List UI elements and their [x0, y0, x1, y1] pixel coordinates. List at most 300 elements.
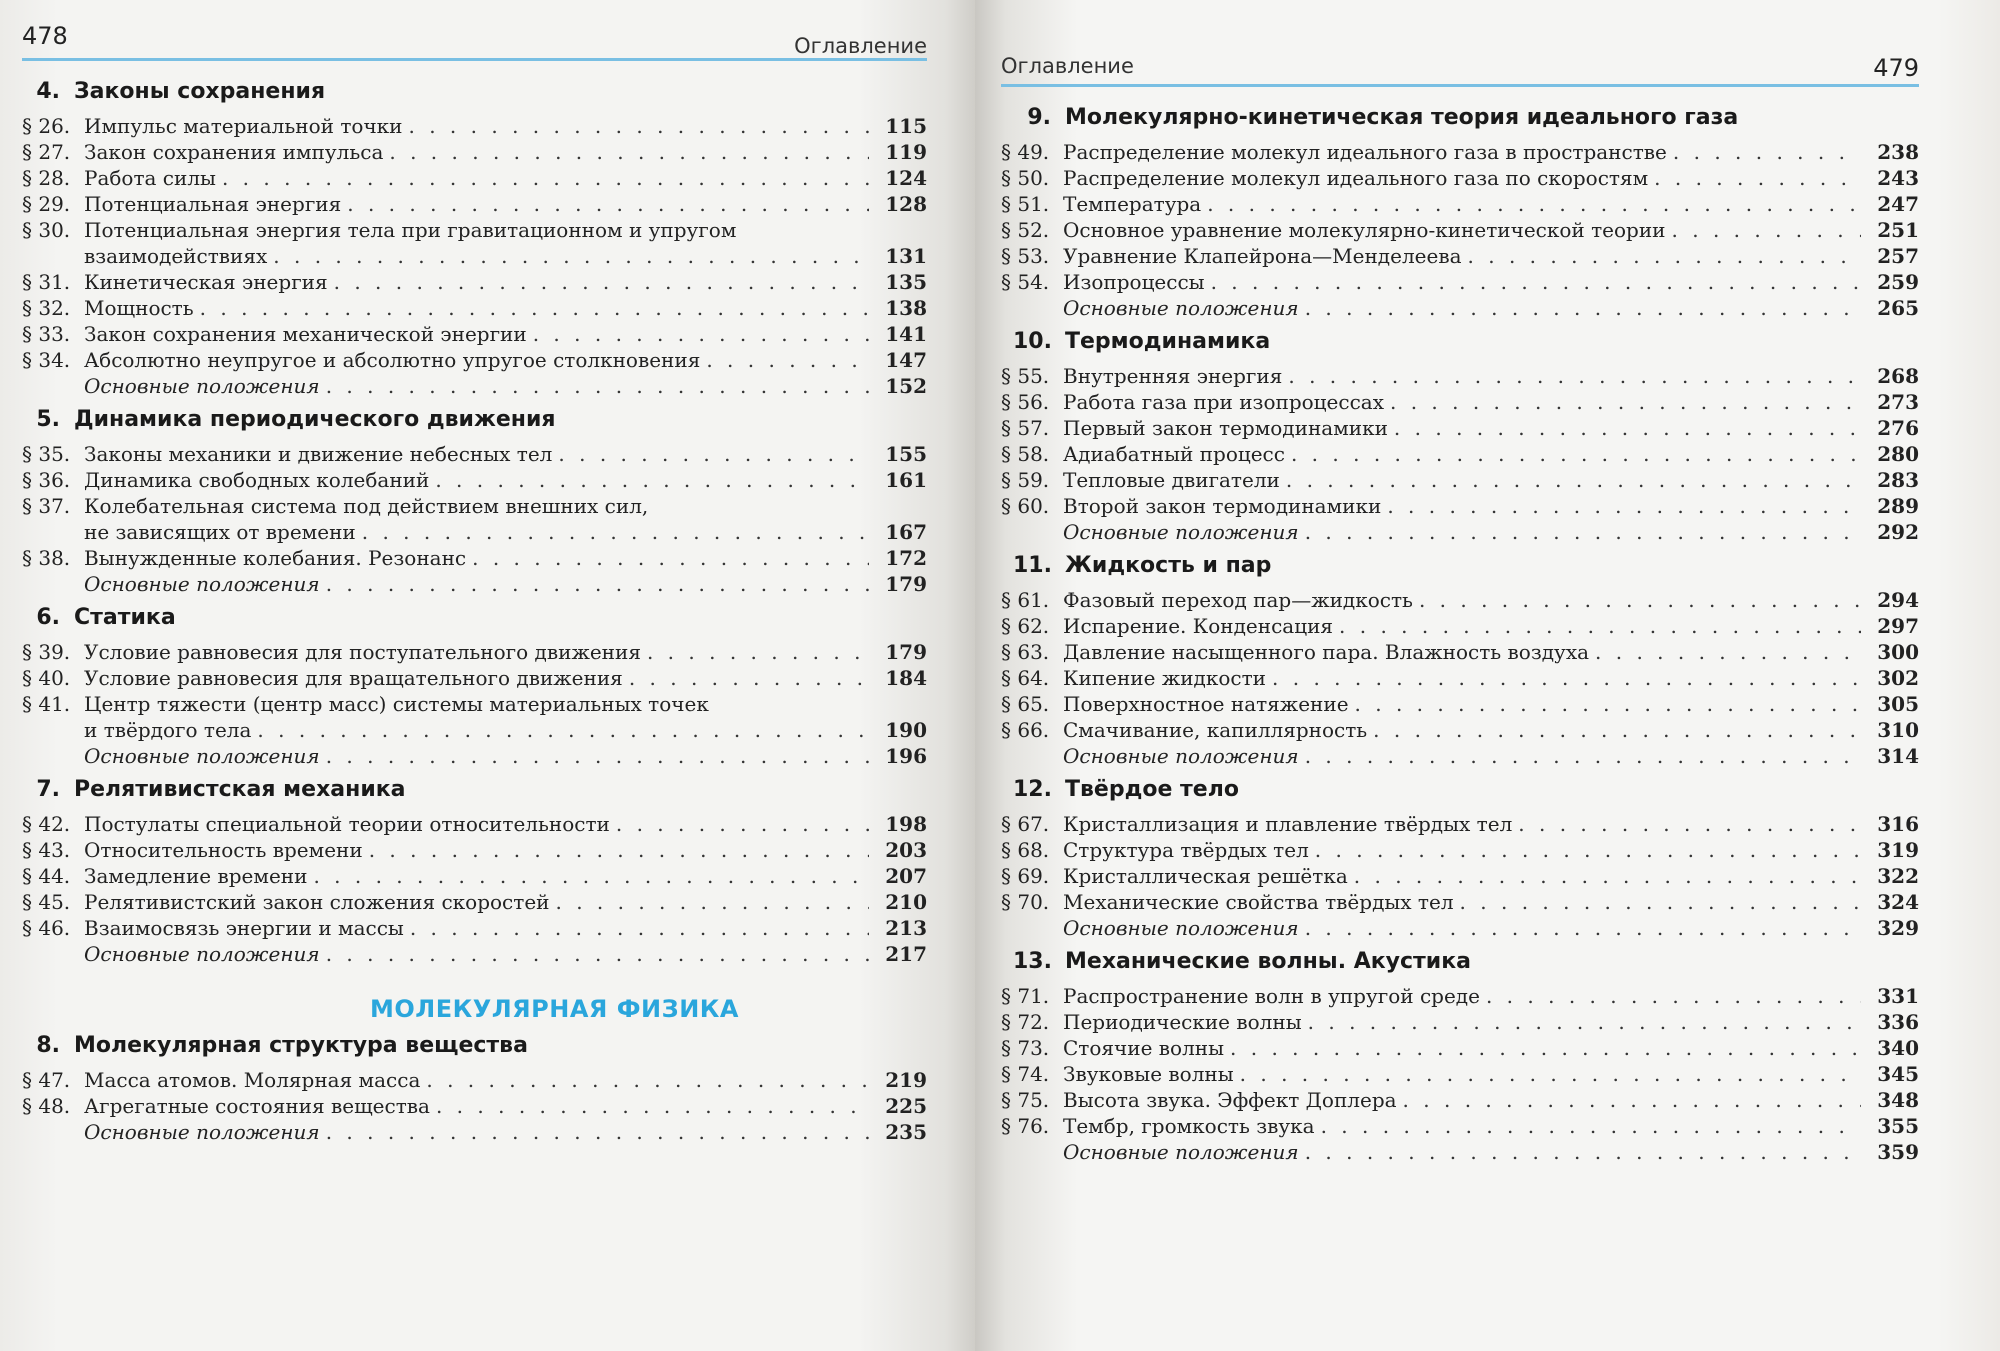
chapter-heading	[22, 1033, 927, 1059]
entry-title-wrap	[84, 571, 875, 597]
indent	[22, 717, 84, 743]
dot-leader	[273, 243, 869, 269]
dot-leader	[436, 1093, 869, 1119]
entry-page-number: 147	[885, 348, 927, 372]
dot-leader	[1460, 889, 1861, 915]
entry-title: Основные положения	[1063, 296, 1299, 320]
dot-leader	[1394, 415, 1861, 441]
entry-page-number: 238	[1877, 140, 1919, 164]
entry-title: Испарение. Конденсация	[1063, 614, 1334, 638]
left-page-number: 478	[22, 22, 68, 50]
entry-title-wrap	[84, 639, 875, 665]
entry-title-wrap	[84, 811, 875, 837]
entry-line-1	[22, 691, 927, 717]
toc-entry	[22, 665, 927, 691]
entry-title: Мощность	[84, 296, 194, 320]
entry-title: Постулаты специальной теории относительности	[84, 812, 610, 836]
entry-title-wrap	[84, 191, 875, 217]
right-running-head: Оглавление	[1001, 54, 1134, 78]
toc-entry	[1001, 587, 1919, 613]
dot-leader	[1305, 519, 1861, 545]
chapter-heading	[22, 407, 927, 433]
entry-title: Поверхностное натяжение	[1063, 692, 1349, 716]
chapter-heading	[22, 777, 927, 803]
entry-title: Условие равновесия для вращательного движения	[84, 666, 623, 690]
entry-page-number: 297	[1877, 614, 1919, 638]
section-number: § 66.	[1001, 718, 1050, 742]
entry-title-wrap	[1063, 165, 1867, 191]
entry-page-number: 225	[885, 1094, 927, 1118]
entry-title-wrap	[1063, 1009, 1867, 1035]
chapter-number: 11.	[1013, 553, 1052, 578]
dot-leader	[1305, 915, 1861, 941]
entry-title: Кристаллическая решётка	[1063, 864, 1348, 888]
entry-title-wrap	[1063, 243, 1867, 269]
entry-title: Давление насыщенного пара. Влажность воздуха	[1063, 640, 1590, 664]
entry-title: Основные положения	[84, 572, 320, 596]
toc-entry	[22, 467, 927, 493]
toc-entry	[22, 139, 927, 165]
toc-entry	[22, 113, 927, 139]
chapter-title: Статика	[74, 605, 176, 630]
entry-title-wrap	[84, 347, 875, 373]
entry-title: Основные положения	[1063, 916, 1299, 940]
chapter-number: 4.	[36, 79, 60, 104]
section-number: § 48.	[22, 1094, 71, 1118]
entry-title: Распределение молекул идеального газа в пространстве	[1063, 140, 1667, 164]
entry-title: Второй закон термодинамики	[1063, 494, 1382, 518]
entry-page-number: 324	[1877, 890, 1919, 914]
entry-title: Работа газа при изопроцессах	[1063, 390, 1384, 414]
entry-title: Кристаллизация и плавление твёрдых тел	[1063, 812, 1513, 836]
section-number: § 65.	[1001, 692, 1050, 716]
dot-leader	[1518, 811, 1861, 837]
dot-leader	[647, 639, 869, 665]
entry-page-number: 314	[1877, 744, 1919, 768]
dot-leader	[1654, 165, 1861, 191]
section-number: § 31.	[22, 270, 71, 294]
toc-entry	[22, 545, 927, 571]
entry-page-number: 348	[1877, 1088, 1919, 1112]
section-number: § 36.	[22, 468, 71, 492]
entry-title: Смачивание, капиллярность	[1063, 718, 1368, 742]
dot-leader	[426, 1067, 869, 1093]
entry-page-number: 203	[885, 838, 927, 862]
dot-leader	[334, 269, 869, 295]
entry-title-wrap	[1063, 717, 1867, 743]
entry-line-2	[22, 519, 927, 545]
entry-title-wrap	[1063, 837, 1867, 863]
entry-page-number: 359	[1877, 1140, 1919, 1164]
dot-leader	[1286, 467, 1861, 493]
entry-page-number: 331	[1877, 984, 1919, 1008]
entry-title-wrap	[84, 1067, 875, 1093]
chapter-title: Законы сохранения	[74, 79, 326, 104]
entry-page-number: 355	[1877, 1114, 1919, 1138]
toc-entry	[22, 321, 927, 347]
chapter-title: Релятивистская механика	[74, 777, 406, 802]
section-number: § 57.	[1001, 416, 1050, 440]
entry-title-wrap	[1063, 467, 1867, 493]
section-number: § 73.	[1001, 1036, 1050, 1060]
toc-entry	[22, 347, 927, 373]
dot-leader	[326, 1119, 869, 1145]
dot-leader	[1321, 1113, 1861, 1139]
dot-leader	[1373, 717, 1861, 743]
chapter-title: Молекулярная структура вещества	[74, 1033, 528, 1058]
dot-leader	[1468, 243, 1861, 269]
chapter-heading	[1001, 949, 1919, 975]
dot-leader	[435, 467, 869, 493]
section-number: § 33.	[22, 322, 71, 346]
entry-title: Стоячие волны	[1063, 1036, 1225, 1060]
entry-title-wrap	[1063, 983, 1867, 1009]
entry-page-number: 305	[1877, 692, 1919, 716]
toc-entry	[1001, 1009, 1919, 1035]
right-page	[975, 0, 2000, 1351]
toc-entry	[1001, 1087, 1919, 1113]
section-number: § 37.	[22, 494, 71, 518]
toc-entry	[22, 1067, 927, 1093]
entry-title: Основные положения	[1063, 520, 1299, 544]
entry-title-wrap	[84, 113, 875, 139]
section-number: § 47.	[22, 1068, 71, 1092]
entry-page-number: 115	[885, 114, 927, 138]
entry-page-number: 280	[1877, 442, 1919, 466]
dot-leader	[555, 889, 869, 915]
entry-page-number: 265	[1877, 296, 1919, 320]
chapter-heading	[1001, 553, 1919, 579]
entry-page-number: 273	[1877, 390, 1919, 414]
section-number: § 64.	[1001, 666, 1050, 690]
dot-leader	[1355, 691, 1861, 717]
toc-entry	[1001, 863, 1919, 889]
toc-entry	[1001, 243, 1919, 269]
entry-title: Тепловые двигатели	[1063, 468, 1280, 492]
entry-title: Основные положения	[1063, 1140, 1299, 1164]
section-number: § 54.	[1001, 270, 1050, 294]
entry-page-number: 172	[885, 546, 927, 570]
section-number: § 71.	[1001, 984, 1050, 1008]
entry-title: Изопроцессы	[1063, 270, 1205, 294]
dot-leader	[409, 113, 870, 139]
entry-title: Уравнение Клапейрона—Менделеева	[1063, 244, 1462, 268]
indent	[22, 243, 84, 269]
section-number: § 46.	[22, 916, 71, 940]
entry-line-1	[22, 217, 927, 243]
entry-page-number: 259	[1877, 270, 1919, 294]
left-page	[0, 0, 975, 1351]
entry-title-wrap	[84, 269, 875, 295]
entry-title: Работа силы	[84, 166, 216, 190]
entry-title-line-1: Колебательная система под действием внешних сил,	[84, 494, 649, 518]
entry-page-number: 329	[1877, 916, 1919, 940]
summary-entry	[22, 571, 927, 597]
entry-title-wrap	[84, 441, 875, 467]
left-running-head: Оглавление	[794, 34, 927, 58]
toc-entry	[1001, 1061, 1919, 1087]
dot-leader	[1230, 1035, 1861, 1061]
entry-title-wrap	[84, 545, 875, 571]
section-number: § 68.	[1001, 838, 1050, 862]
entry-line-2	[22, 243, 927, 269]
entry-title-wrap	[1063, 587, 1867, 613]
dot-leader	[326, 571, 869, 597]
chapter-number: 8.	[36, 1033, 60, 1058]
entry-title: Высота звука. Эффект Доплера	[1063, 1088, 1397, 1112]
section-number: § 26.	[22, 114, 71, 138]
entry-page-number: 235	[885, 1120, 927, 1144]
entry-title: Абсолютно неупругое и абсолютно упругое столкновения	[84, 348, 701, 372]
chapter-number: 6.	[36, 605, 60, 630]
summary-entry	[1001, 1139, 1919, 1165]
entry-page-number: 322	[1877, 864, 1919, 888]
entry-title-wrap	[1063, 1035, 1867, 1061]
entry-title-wrap	[1063, 519, 1867, 545]
entry-page-number: 219	[885, 1068, 927, 1092]
entry-title: Температура	[1063, 192, 1202, 216]
chapter-title: Молекулярно-кинетическая теория идеального газа	[1065, 105, 1739, 130]
entry-title: Основные положения	[84, 942, 320, 966]
toc-entry	[1001, 811, 1919, 837]
entry-title-wrap	[84, 1093, 875, 1119]
entry-title: Потенциальная энергия	[84, 192, 342, 216]
left-toc	[22, 79, 927, 1145]
toc-entry	[1001, 691, 1919, 717]
dot-leader	[326, 373, 869, 399]
entry-page-number: 207	[885, 864, 927, 888]
toc-entry	[1001, 983, 1919, 1009]
section-number: § 39.	[22, 640, 71, 664]
dot-leader	[1272, 665, 1861, 691]
section-number: § 27.	[22, 140, 71, 164]
dot-leader	[1419, 587, 1861, 613]
entry-page-number: 138	[885, 296, 927, 320]
entry-page-number: 292	[1877, 520, 1919, 544]
dot-leader	[1291, 441, 1861, 467]
section-number: § 70.	[1001, 890, 1050, 914]
entry-title: Первый закон термодинамики	[1063, 416, 1388, 440]
toc-entry	[22, 217, 927, 269]
entry-title-wrap	[84, 243, 875, 269]
entry-title: Периодические волны	[1063, 1010, 1302, 1034]
dot-leader	[616, 811, 869, 837]
toc-entry	[1001, 467, 1919, 493]
entry-title: Замедление времени	[84, 864, 308, 888]
summary-entry	[22, 941, 927, 967]
entry-title-wrap	[1063, 863, 1867, 889]
dot-leader	[200, 295, 869, 321]
entry-page-number: 161	[885, 468, 927, 492]
entry-page-number: 340	[1877, 1036, 1919, 1060]
section-number: § 52.	[1001, 218, 1050, 242]
entry-page-number: 294	[1877, 588, 1919, 612]
entry-title: Структура твёрдых тел	[1063, 838, 1309, 862]
toc-entry	[1001, 415, 1919, 441]
toc-entry	[22, 639, 927, 665]
entry-title-wrap	[84, 321, 875, 347]
entry-page-number: 345	[1877, 1062, 1919, 1086]
entry-page-number: 184	[885, 666, 927, 690]
entry-page-number: 135	[885, 270, 927, 294]
entry-title-wrap	[84, 373, 875, 399]
dot-leader	[1354, 863, 1861, 889]
entry-title-wrap	[84, 1119, 875, 1145]
chapter-title: Термодинамика	[1065, 329, 1271, 354]
entry-title-wrap	[84, 165, 875, 191]
section-number: § 62.	[1001, 614, 1050, 638]
dot-leader	[1305, 1139, 1861, 1165]
dot-leader	[558, 441, 869, 467]
entry-page-number: 124	[885, 166, 927, 190]
entry-title: Закон сохранения механической энергии	[84, 322, 527, 346]
entry-page-number: 319	[1877, 838, 1919, 862]
toc-entry	[1001, 837, 1919, 863]
toc-entry	[1001, 139, 1919, 165]
entry-title-wrap	[84, 837, 875, 863]
entry-page-number: 243	[1877, 166, 1919, 190]
toc-entry	[22, 295, 927, 321]
entry-title-wrap	[84, 743, 875, 769]
section-number: § 55.	[1001, 364, 1050, 388]
section-number: § 69.	[1001, 864, 1050, 888]
section-number: § 58.	[1001, 442, 1050, 466]
section-number: § 42.	[22, 812, 71, 836]
entry-page-number: 257	[1877, 244, 1919, 268]
entry-page-number: 196	[885, 744, 927, 768]
indent	[22, 519, 84, 545]
summary-entry	[22, 1119, 927, 1145]
toc-entry	[1001, 717, 1919, 743]
toc-entry	[22, 441, 927, 467]
dot-leader	[326, 743, 869, 769]
entry-title: Кинетическая энергия	[84, 270, 328, 294]
entry-title-wrap	[1063, 743, 1867, 769]
entry-title: Релятивистский закон сложения скоростей	[84, 890, 550, 914]
toc-entry	[1001, 269, 1919, 295]
chapter-number: 7.	[36, 777, 60, 802]
section-number: § 74.	[1001, 1062, 1050, 1086]
dot-leader	[257, 717, 869, 743]
section-number: § 35.	[22, 442, 71, 466]
entry-title-wrap	[1063, 691, 1867, 717]
section-number: § 43.	[22, 838, 71, 862]
section-number: § 41.	[22, 692, 71, 716]
dot-leader	[362, 519, 869, 545]
entry-title-line-1: Центр тяжести (центр масс) системы материальных точек	[84, 692, 709, 716]
toc-entry	[22, 269, 927, 295]
toc-entry	[1001, 389, 1919, 415]
dot-leader	[1390, 389, 1861, 415]
entry-title-wrap	[1063, 665, 1867, 691]
entry-page-number: 276	[1877, 416, 1919, 440]
toc-entry	[22, 811, 927, 837]
toc-entry	[22, 191, 927, 217]
entry-title: Условие равновесия для поступательного движения	[84, 640, 641, 664]
dot-leader	[1673, 139, 1861, 165]
dot-leader	[347, 191, 869, 217]
right-toc	[1001, 105, 1919, 1165]
toc-entry	[22, 863, 927, 889]
entry-page-number: 167	[885, 520, 927, 544]
entry-title-line-1: Потенциальная энергия тела при гравитационном и упругом	[84, 218, 737, 242]
entry-title: Адиабатный процесс	[1063, 442, 1285, 466]
entry-title-wrap	[84, 467, 875, 493]
section-number: § 72.	[1001, 1010, 1050, 1034]
toc-entry	[1001, 613, 1919, 639]
entry-title-wrap	[84, 519, 875, 545]
entry-title-wrap	[1063, 493, 1867, 519]
entry-title-line-2: не зависящих от времени	[84, 520, 356, 544]
right-page-number: 479	[1873, 54, 1919, 82]
entry-title: Тембр, громкость звука	[1063, 1114, 1315, 1138]
entry-title-wrap	[84, 139, 875, 165]
entry-title: Закон сохранения импульса	[84, 140, 384, 164]
entry-page-number: 217	[885, 942, 927, 966]
entry-title-wrap	[1063, 295, 1867, 321]
toc-entry	[22, 915, 927, 941]
entry-title: Основные положения	[1063, 744, 1299, 768]
entry-title: Динамика свободных колебаний	[84, 468, 430, 492]
entry-page-number: 268	[1877, 364, 1919, 388]
chapter-title: Механические волны. Акустика	[1065, 949, 1472, 974]
toc-entry	[1001, 1113, 1919, 1139]
section-number: § 67.	[1001, 812, 1050, 836]
summary-entry	[22, 373, 927, 399]
entry-page-number: 141	[885, 322, 927, 346]
section-number: § 63.	[1001, 640, 1050, 664]
entry-title-wrap	[1063, 639, 1867, 665]
dot-leader	[1315, 837, 1861, 863]
entry-page-number: 251	[1877, 218, 1919, 242]
entry-page-number: 119	[885, 140, 927, 164]
entry-title-wrap	[84, 915, 875, 941]
entry-title-wrap	[1063, 1139, 1867, 1165]
summary-entry	[1001, 295, 1919, 321]
entry-page-number: 155	[885, 442, 927, 466]
chapter-heading	[1001, 105, 1919, 131]
right-page-header	[1001, 48, 1919, 87]
section-number: § 50.	[1001, 166, 1050, 190]
section-number: § 44.	[22, 864, 71, 888]
section-number: § 61.	[1001, 588, 1050, 612]
entry-title-wrap	[1063, 441, 1867, 467]
toc-entry	[1001, 217, 1919, 243]
toc-entry	[1001, 493, 1919, 519]
toc-entry	[1001, 889, 1919, 915]
entry-title: Импульс материальной точки	[84, 114, 403, 138]
toc-entry	[22, 493, 927, 545]
entry-title: Взаимосвязь энергии и массы	[84, 916, 404, 940]
toc-entry	[1001, 165, 1919, 191]
entry-title: Фазовый переход пар—жидкость	[1063, 588, 1413, 612]
dot-leader	[1211, 269, 1861, 295]
entry-title: Распределение молекул идеального газа по скоростям	[1063, 166, 1649, 190]
entry-title-wrap	[84, 889, 875, 915]
chapter-number: 9.	[1027, 105, 1051, 130]
entry-title-wrap	[84, 717, 875, 743]
toc-entry	[22, 165, 927, 191]
entry-title: Законы механики и движение небесных тел	[84, 442, 553, 466]
section-number: § 76.	[1001, 1114, 1050, 1138]
entry-page-number: 302	[1877, 666, 1919, 690]
entry-title-line-2: и твёрдого тела	[84, 718, 252, 742]
part-heading: МОЛЕКУЛЯРНАЯ ФИЗИКА	[370, 995, 739, 1023]
dot-leader	[1288, 363, 1861, 389]
entry-title: Кипение жидкости	[1063, 666, 1267, 690]
dot-leader	[706, 347, 869, 373]
section-number: § 75.	[1001, 1088, 1050, 1112]
